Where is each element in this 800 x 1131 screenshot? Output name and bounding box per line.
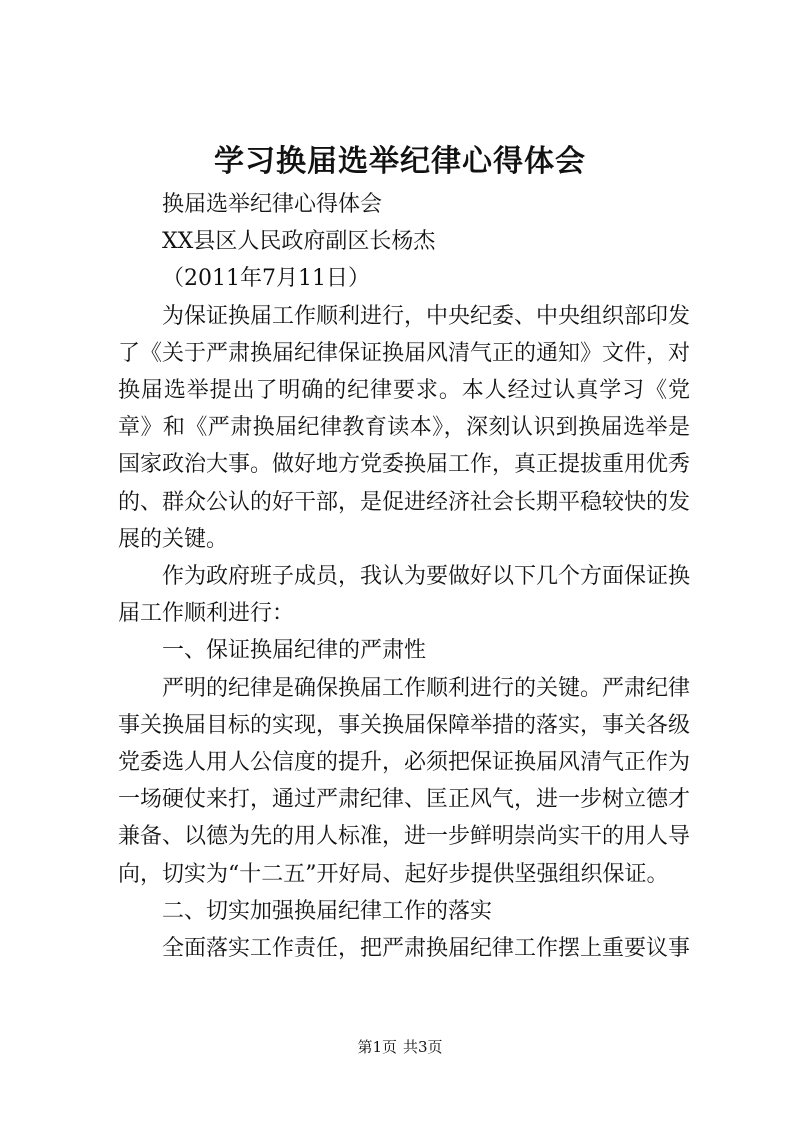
paragraph-date: （2011年7月11日） [162,266,370,292]
paragraph-section-2: 全面落实工作责任，把严肃换届纪律工作摆上重要议事 [162,936,691,962]
paragraph-intro: 为保证换届工作顺利进行，中央纪委、中央组织部印发了《关于严肃换届纪律保证换届风清气正的通知》文件，对换届选举提出了明确的纪律要求。本人经过认真学习《党章》和《严肃换届纪律教育读本》，深刻认识到换届选举是国家政治大事。做好地方党委换届工作，真正提拔重用优秀的、群众公认的好干部，是促进经济社会长期平稳较快的发展的关键。 [118,303,691,552]
section-heading-2: 二、切实加强换届纪律工作的落实 [162,898,493,924]
page-total: 共3页 [403,1038,443,1056]
document-body [118,186,690,967]
paragraph-section-1: 严明的纪律是确保换届工作顺利进行的关键。严肃纪律事关换届目标的实现，事关换届保障举措的落实，事关各级党委选人用人公信度的提升，必须把保证换届风清气正作为一场硬仗来打，通过严肃纪律、匡正风气，进一步树立德才兼备、以德为先的用人标准，进一步鲜明崇尚实干的用人导向，切实为“十二五”开好局、起好步提供坚强组织保证。 [118,675,691,887]
page-number: 第1页 [357,1038,397,1056]
page-footer [0,1037,800,1057]
section-heading-1: 一、保证换届纪律的严肃性 [162,638,427,664]
paragraph-role: 作为政府班子成员，我认为要做好以下几个方面保证换届工作顺利进行： [118,564,691,627]
paragraph-subtitle: 换届选举纪律心得体会 [162,192,383,217]
document-title: 学习换届选举纪律心得体会 [214,144,586,179]
paragraph-author: XX县区人民政府副区长杨杰 [162,229,436,255]
